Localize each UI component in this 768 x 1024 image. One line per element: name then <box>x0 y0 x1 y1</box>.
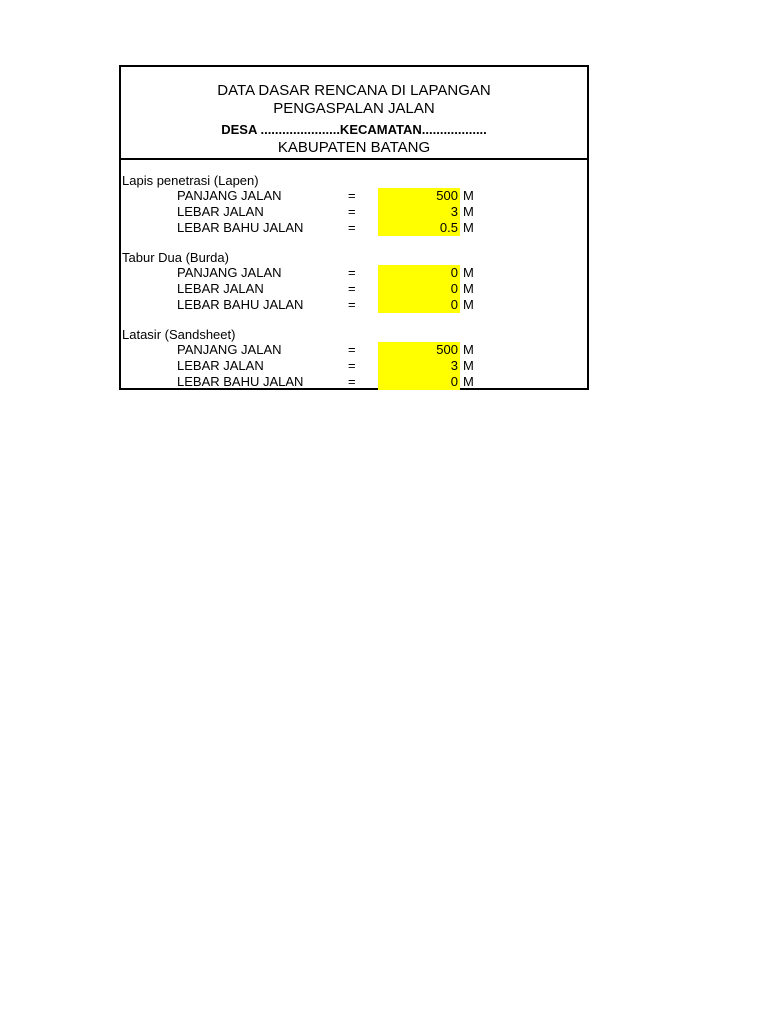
table-row <box>121 342 587 358</box>
sheet-header <box>121 67 587 160</box>
row-equals: = <box>348 281 356 296</box>
row-value-cell[interactable]: 3 <box>378 204 460 220</box>
header-subtitle: PENGASPALAN JALAN <box>273 100 435 117</box>
row-value-cell[interactable]: 0.5 <box>378 220 460 236</box>
table-row <box>121 358 587 374</box>
table-row <box>121 220 587 236</box>
row-value-cell[interactable]: 500 <box>378 188 460 204</box>
row-value-cell[interactable]: 500 <box>378 342 460 358</box>
section-title: Tabur Dua (Burda) <box>122 250 229 265</box>
row-label: LEBAR BAHU JALAN <box>177 374 304 389</box>
row-label: LEBAR JALAN <box>177 358 264 373</box>
row-label: LEBAR JALAN <box>177 281 264 296</box>
row-equals: = <box>348 220 356 235</box>
row-label: LEBAR BAHU JALAN <box>177 220 304 235</box>
row-value-cell[interactable]: 0 <box>378 297 460 313</box>
table-row <box>121 265 587 281</box>
row-unit: M <box>463 374 474 389</box>
row-label: PANJANG JALAN <box>177 342 282 357</box>
row-label: LEBAR BAHU JALAN <box>177 297 304 312</box>
row-unit: M <box>463 342 474 357</box>
row-unit: M <box>463 188 474 203</box>
row-label: LEBAR JALAN <box>177 204 264 219</box>
row-value-cell[interactable]: 0 <box>378 265 460 281</box>
row-unit: M <box>463 297 474 312</box>
row-equals: = <box>348 374 356 389</box>
row-equals: = <box>348 204 356 219</box>
row-value-cell[interactable]: 0 <box>378 374 460 390</box>
row-equals: = <box>348 358 356 373</box>
row-equals: = <box>348 342 356 357</box>
row-equals: = <box>348 188 356 203</box>
header-title: DATA DASAR RENCANA DI LAPANGAN <box>217 82 491 99</box>
table-row <box>121 297 587 313</box>
row-unit: M <box>463 281 474 296</box>
table-row <box>121 188 587 204</box>
section-title: Latasir (Sandsheet) <box>122 327 236 342</box>
header-regency: KABUPATEN BATANG <box>277 139 431 156</box>
row-value-cell[interactable]: 3 <box>378 358 460 374</box>
table-row <box>121 374 587 390</box>
row-value-cell[interactable]: 0 <box>378 281 460 297</box>
section-title: Lapis penetrasi (Lapen) <box>122 173 259 188</box>
row-unit: M <box>463 265 474 280</box>
row-equals: = <box>348 297 356 312</box>
row-label: PANJANG JALAN <box>177 265 282 280</box>
table-row <box>121 204 587 220</box>
row-label: PANJANG JALAN <box>177 188 282 203</box>
row-unit: M <box>463 220 474 235</box>
sheet-body <box>121 160 587 388</box>
row-equals: = <box>348 265 356 280</box>
row-unit: M <box>463 358 474 373</box>
table-row <box>121 281 587 297</box>
data-sheet <box>119 65 589 390</box>
row-unit: M <box>463 204 474 219</box>
header-location: DESA ......................KECAMATAN.................. <box>221 122 487 137</box>
